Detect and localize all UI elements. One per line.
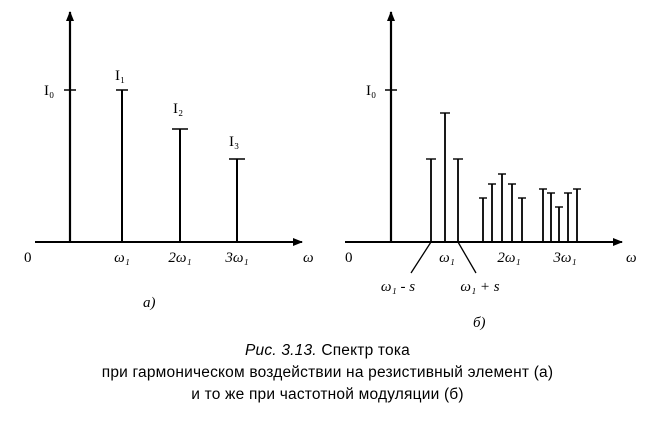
panel-a-line-label-2: I₂ xyxy=(173,101,184,117)
caption-line-2: при гармоническом воздействии на резистивный элемент (а) xyxy=(101,364,554,381)
panel-b-sideband-left-label: ω₁ - s xyxy=(380,279,416,295)
panel-b-sideband-right-label: ω₁ + s xyxy=(460,279,500,295)
caption-line-1 xyxy=(0,342,655,360)
figure-number: Рис. 3.13. xyxy=(245,342,317,359)
panel-a-label: а) xyxy=(143,295,156,311)
panel-b-i0-label: I₀ xyxy=(366,83,377,99)
panel-a-tick-label-3: 3ω₁ xyxy=(225,250,249,266)
panel-b-sideband-left-leader xyxy=(411,242,431,273)
panel-b-tick-label-2: 2ω₁ xyxy=(497,250,521,266)
panel-a-omega-label: ω xyxy=(303,250,314,266)
panel-a-line-label-1: I₁ xyxy=(115,68,126,84)
panel-a-i0-label: I₀ xyxy=(44,83,55,99)
panel-a-origin-label: 0 xyxy=(24,250,32,266)
caption-line-3: и то же при частотной модуляции (б) xyxy=(191,386,464,403)
panel-b-omega-label: ω xyxy=(626,250,637,266)
panel-a-tick-label-1: ω₁ xyxy=(114,250,130,266)
panel-b-sideband-right-leader xyxy=(458,242,476,273)
panel-b-origin-label: 0 xyxy=(345,250,353,266)
figure-title: Спектр тока xyxy=(321,342,410,359)
panel-a xyxy=(24,12,314,311)
panel-b-label: б) xyxy=(473,315,486,331)
panel-a-tick-label-2: 2ω₁ xyxy=(168,250,192,266)
panel-b-tick-label-3: 3ω₁ xyxy=(553,250,577,266)
panel-b xyxy=(345,12,637,331)
panel-b-tick-label-1: ω₁ xyxy=(439,250,455,266)
panel-a-line-label-3: I₃ xyxy=(229,134,240,150)
